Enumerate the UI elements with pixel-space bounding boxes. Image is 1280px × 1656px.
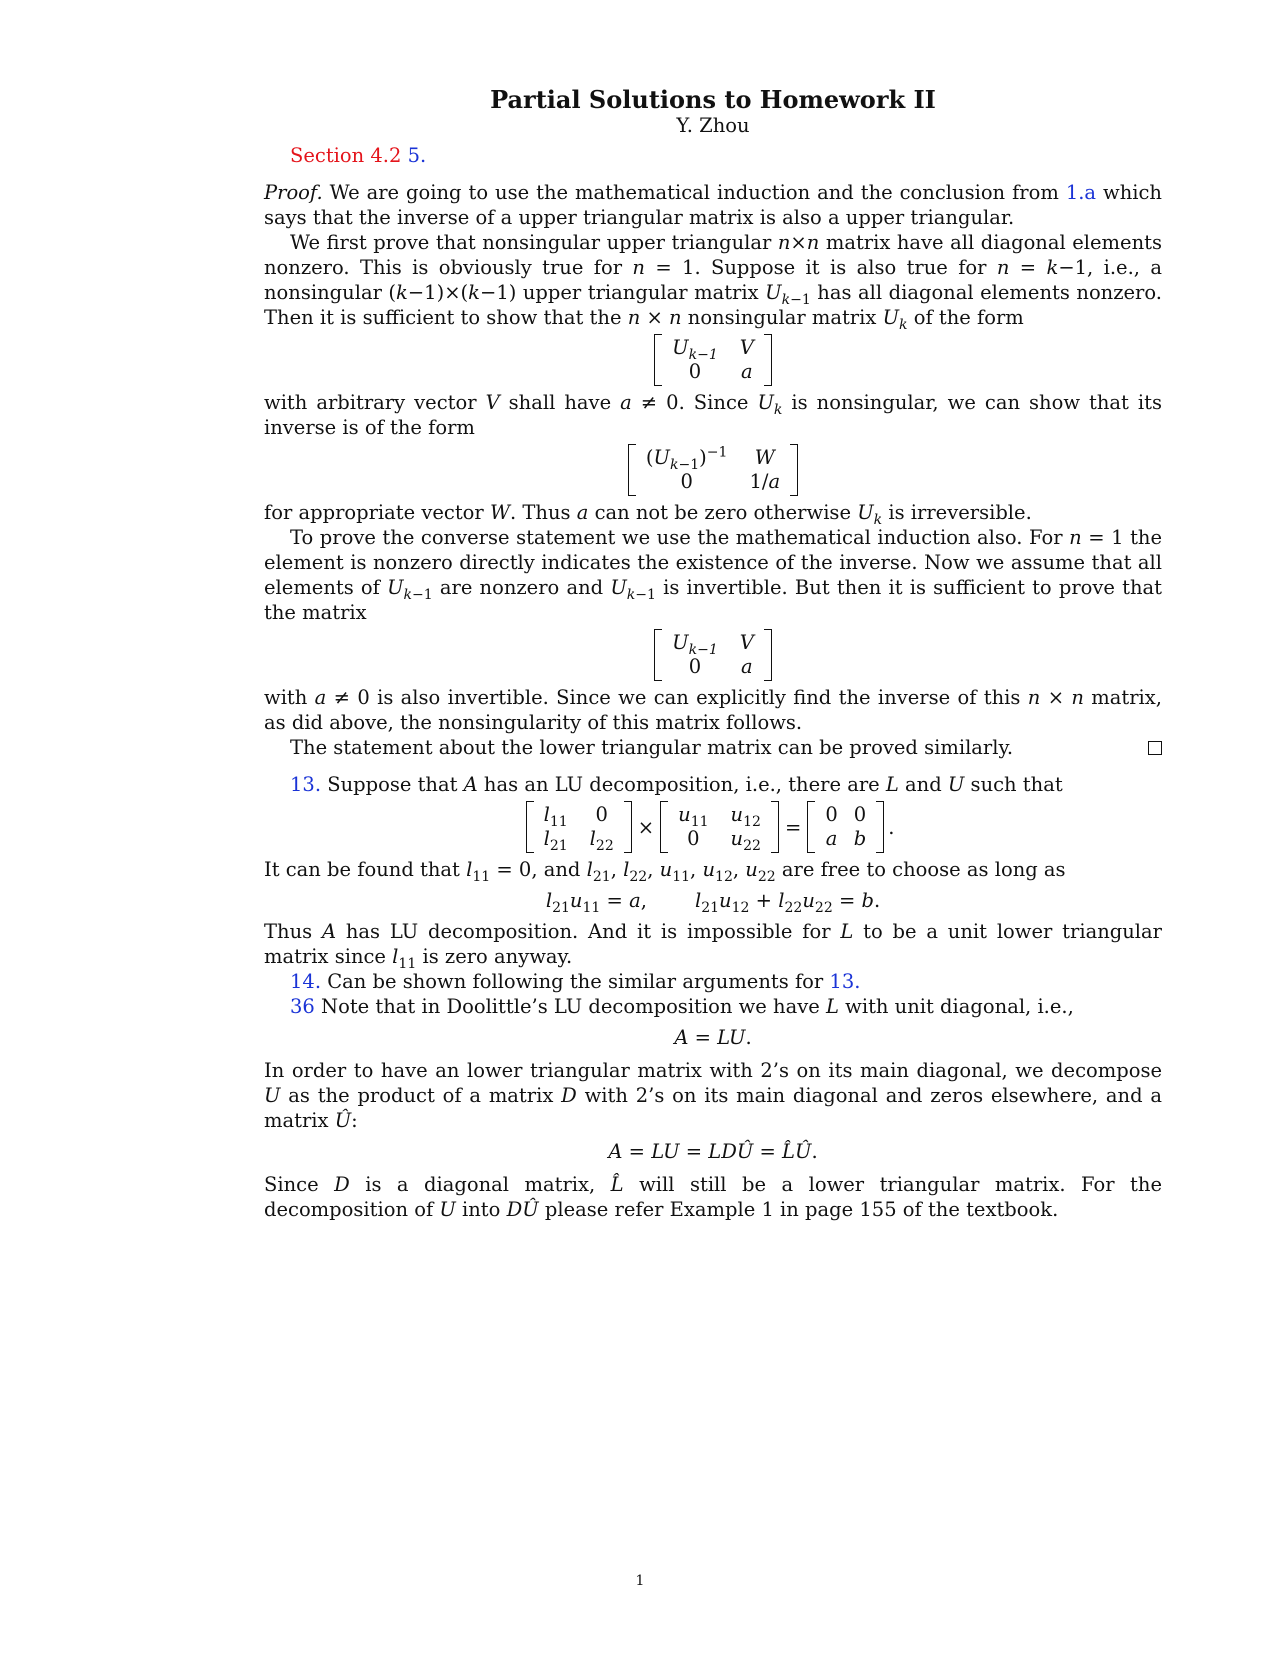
final-paragraph: Since D is a diagonal matrix, L̂ will still be a lower triangular matrix. For the decomposition of U into DÛ please refer Example 1 in page 155 of the textbook. <box>264 1173 1162 1221</box>
problem-14-paragraph: 14. Can be shown following the similar arguments for 13. <box>290 970 861 993</box>
ref-link-13-again[interactable]: 13. <box>829 970 861 993</box>
proof-label: Proof. <box>264 181 323 204</box>
lu-matrix-equation: $l_{11}$ 0 $l_{21}$ $l_{22}$ × $u_{11}$ $u_{12}$ 0 $u_{22}$ = 0 0 a b . <box>264 801 1162 853</box>
author: Y. Zhou <box>676 114 750 137</box>
proof-paragraph-1: Proof. We are going to use the mathematical induction and the conclusion from 1.a which says that the inverse of a upper triangular matrix is also a upper triangular. <box>264 181 1162 229</box>
decompose-paragraph: In order to have an lower triangular matrix with 2’s on its main diagonal, we decompose U as the product of a matrix D with 2’s on its main diagonal and zeros elsewhere, and a matrix Û: <box>264 1059 1162 1132</box>
proof-paragraph-6: with a ≠ 0 is also invertible. Since we can explicitly find the inverse of this n × n matrix, as did above, the nonsingularity of this matrix follows. <box>264 686 1162 734</box>
document-title: Partial Solutions to Homework II <box>490 85 936 114</box>
equation-ldu: A = LU = LDÛ = L̂Û. <box>608 1140 818 1163</box>
matrix-uk: $U_{k-1}$ V 0 a <box>264 334 1162 386</box>
section-heading <box>264 143 1162 168</box>
matrix-uk-2: $U_{k-1}$ V 0 a <box>264 629 1162 681</box>
proof-paragraph-4: for appropriate vector W. Thus a can not be zero otherwise $U_k$ is irreversible. <box>264 501 1032 528</box>
problem-13-paragraph: 13. Suppose that A has an LU decomposition, i.e., there are L and U such that <box>290 773 1063 796</box>
ref-link-1a[interactable]: 1.a <box>1065 181 1097 204</box>
ref-link-13[interactable]: 13. <box>290 773 322 796</box>
free-choice-paragraph: It can be found that $l_{11} = 0$, and $l_{21}$, $l_{22}$, $u_{11}$, $u_{12}$, $u_{22}$ are free to choose as long as <box>264 858 1066 885</box>
section-label: Section 4.2 <box>290 144 402 167</box>
problem-number-link[interactable]: 5. <box>407 144 427 167</box>
equation-a-lu: A = LU. <box>674 1026 752 1049</box>
proof-paragraph-2: We first prove that nonsingular upper triangular n×n matrix have all diagonal elements nonzero. This is obviously true for n = 1. Suppose it is also true for n = k−1, i.e., a nonsingular (k−1)×(k−1) upper triangular matrix $U_{k-1}$ has all diagonal elements nonzero. Then it is sufficient to show that the n × n nonsingular matrix $U_k$ of the form <box>264 231 1162 333</box>
proof-paragraph-7: The statement about the lower triangular matrix can be proved similarly. <box>264 735 1162 760</box>
problem-36-paragraph: 36 Note that in Doolittle’s LU decomposition we have L with unit diagonal, i.e., <box>290 995 1074 1018</box>
proof-paragraph-5: To prove the converse statement we use the mathematical induction also. For n = 1 the element is nonzero directly indicates the existence of the inverse. Now we assume that all elements of $U_{k-1}$ are nonzero and $U_{k-1}$ is invertible. But then it is sufficient to prove that the matrix <box>264 526 1162 624</box>
matrix-uk-inverse: $(U_{k-1})^{-1}$ W 0 1/a <box>264 444 1162 496</box>
page-number: 1 <box>635 1573 645 1589</box>
ref-link-36[interactable]: 36 <box>290 995 315 1018</box>
ref-link-14[interactable]: 14. <box>290 970 322 993</box>
proof-paragraph-3: with arbitrary vector V shall have a ≠ 0. Since $U_k$ is nonsingular, we can show that its inverse is of the form <box>264 391 1162 439</box>
conclusion-paragraph: Thus A has LU decomposition. And it is impossible for L to be a unit lower triangular matrix since $l_{11}$ is zero anyway. <box>264 920 1162 972</box>
qed-box-icon <box>1148 741 1162 755</box>
constraint-equations: $l_{21}u_{11} = a$, $l_{21}u_{12} + l_{22}u_{22} = b$. <box>545 889 881 916</box>
document-page <box>264 85 1162 1222</box>
